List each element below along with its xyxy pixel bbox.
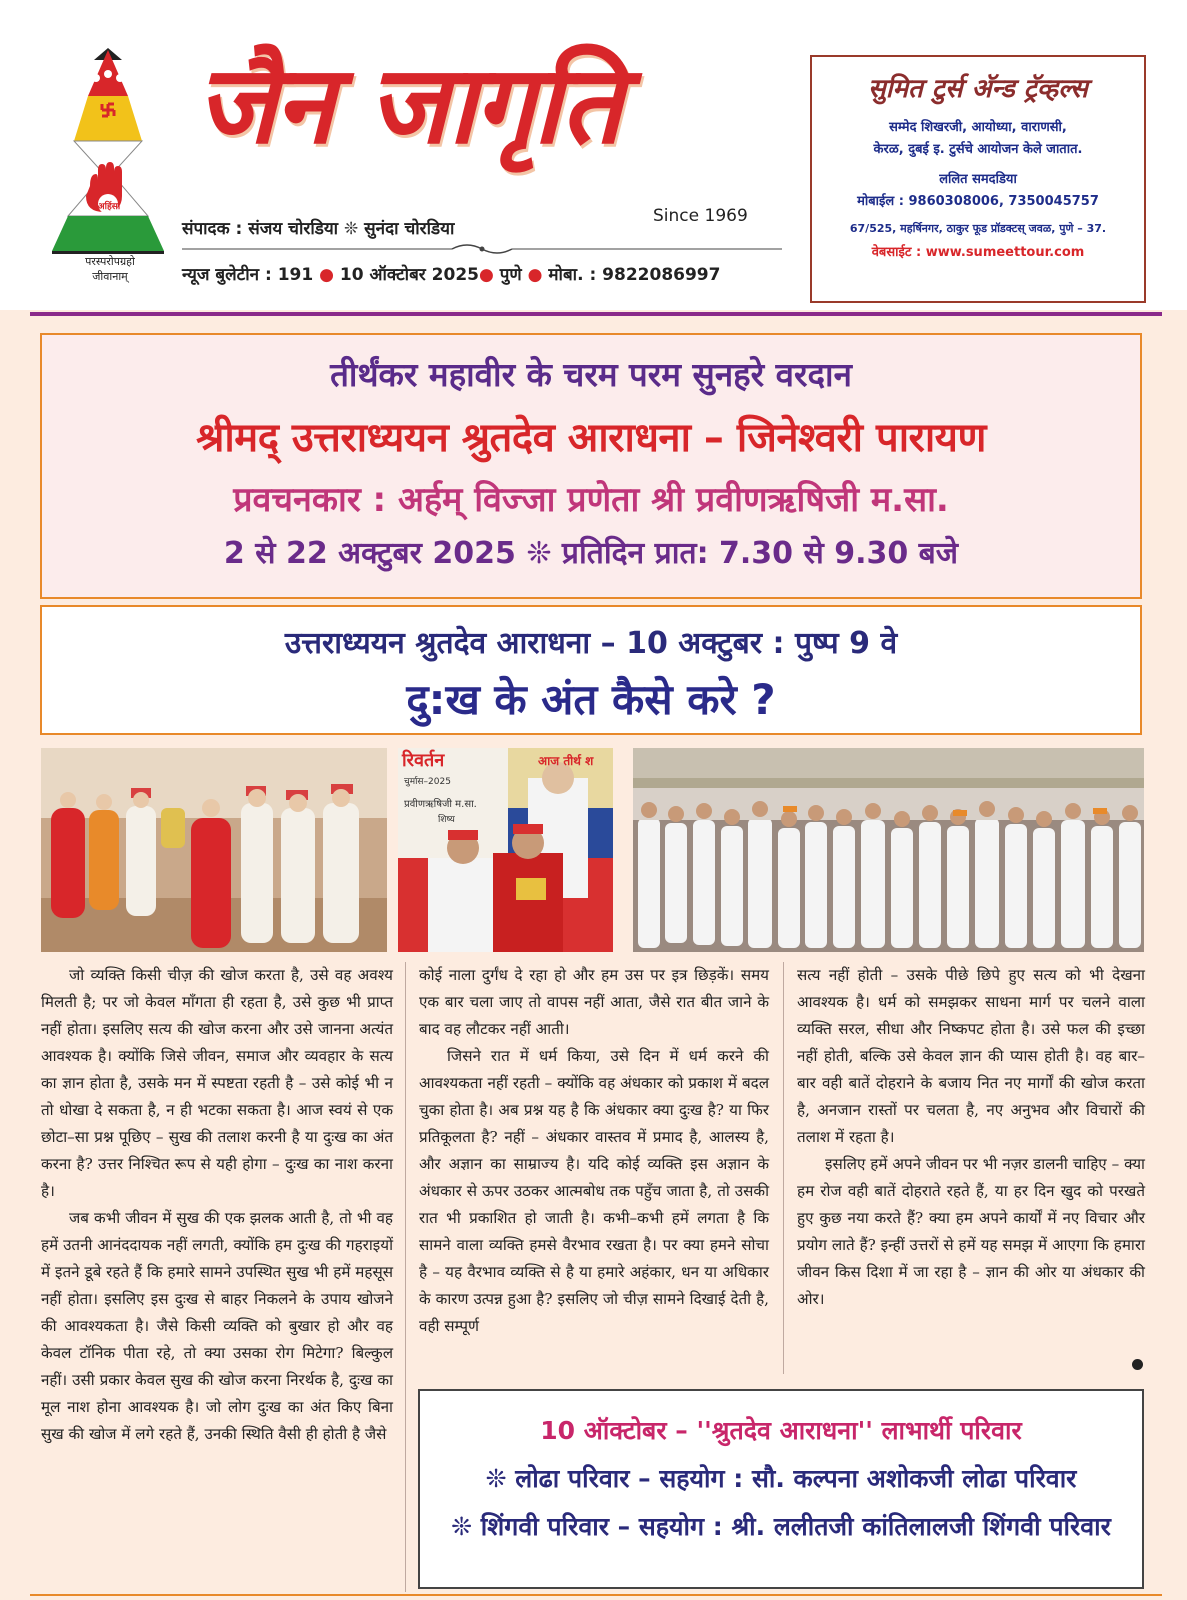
sponsor-line-2: ❊ शिंगवी परिवार – सहयोग : श्री. ललीतजी कांतिलालजी शिंगवी परिवार bbox=[451, 1512, 1111, 1541]
ad-contact-name: ललित समदडिया bbox=[939, 172, 1017, 187]
ad-website-label: वेबसाईट : bbox=[871, 245, 922, 260]
headline-box bbox=[40, 605, 1142, 735]
sponsor-box bbox=[418, 1389, 1144, 1589]
sponsor-title: 10 ऑक्टोबर – ''श्रुतदेव आराधना'' लाभार्थी परिवार bbox=[540, 1416, 1022, 1445]
article-column-1 bbox=[41, 962, 393, 1448]
bulletin-label: न्यूज बुलेटीन : bbox=[182, 265, 272, 285]
article-paragraph: जिसने रात में धर्म किया, उसे दिन में धर्म करने की आवश्यकता नहीं रहती – क्योंकि वह अंधकार को प्रकाश में बदल चुका होता है। अब प्रश्न यह है कि अंधकार क्या दुःख है? या फिर प्रतिकूलता है? नहीं – अंधकार वास्तव में प्रमाद है, आलस्य है, और अज्ञान का साम्राज्य है। यदि कोई व्यक्ति इस अज्ञान के अंधकार से ऊपर उठकर आत्मबोध तक पहुँच जाता है, तो उसकी रात भी प्रकाशित हो जाती है। कभी–कभी हमें लगता है कि सामने वाला व्यक्ति हमसे वैरभाव रखता है। पर क्या हमने सोचा है – यह वैरभाव व्यक्ति से है या हमारे अहंकार, धन या अधिकार के कारण उत्पन्न हुआ है? इसलिए जो चीज़ सामने दिखाई देती है, वही सम्पूर्ण bbox=[419, 1047, 769, 1335]
editors-line bbox=[182, 216, 454, 239]
ad-address: 67/525, महर्षिनगर, ठाकुर फूड प्रॉडक्टस् जवळ, पुणे – 37. bbox=[849, 222, 1107, 235]
ad-website-link[interactable]: www.sumeettour.com bbox=[925, 245, 1085, 260]
event-title: श्रीमद् उत्तराध्ययन श्रुतदेव आराधना – जिनेश्वरी पारायण bbox=[196, 415, 986, 461]
bullet-dot-icon: ● bbox=[478, 265, 494, 285]
logo-caption-line2: जीवानाम् bbox=[92, 270, 128, 283]
editor-name-2: सुनंदा चोरडिया bbox=[364, 219, 455, 239]
banner-name: प्रवीणऋषिजी म.सा. bbox=[404, 799, 477, 810]
bulletin-number: 191 bbox=[277, 265, 314, 285]
headline-subtitle: उत्तराध्ययन श्रुतदेव आराधना – 10 अक्टुबर : पुष्प 9 वे bbox=[284, 626, 898, 661]
article-end-mark bbox=[1132, 1359, 1143, 1370]
photo-procession bbox=[41, 748, 387, 952]
travel-advertisement bbox=[810, 55, 1146, 303]
ad-website-line bbox=[812, 242, 1144, 260]
separator-star: ❊ bbox=[344, 219, 359, 239]
article-column-3 bbox=[797, 962, 1145, 1313]
decorative-flourish bbox=[182, 242, 782, 256]
article-paragraph: कोई नाला दुर्गंध दे रहा हो और हम उस पर इत्र छिड़कें। समय एक बार चला जाए तो वापस नहीं आता, जैसे रात बीत जाने के बाद वह लौटकर नहीं आती। bbox=[419, 966, 769, 1038]
event-schedule: 2 से 22 अक्टुबर 2025 ❊ प्रतिदिन प्रात: 7.30 से 9.30 बजे bbox=[223, 536, 959, 571]
bottom-divider bbox=[30, 1594, 1162, 1596]
photo-felicitation bbox=[398, 748, 613, 952]
editor-name-1: संजय चोरडिया bbox=[248, 219, 339, 239]
bulletin-city: पुणे bbox=[499, 265, 522, 285]
article-column-2 bbox=[419, 962, 769, 1340]
bulletin-line bbox=[182, 262, 720, 285]
banner-text: रिवर्तन bbox=[402, 750, 445, 771]
ad-mobile-numbers: 9860308006, 7350045757 bbox=[908, 194, 1099, 209]
editors-label: संपादक : bbox=[182, 219, 243, 239]
newspaper-title: जैन जागृति bbox=[196, 42, 621, 168]
mobile-label: मोबा. : bbox=[548, 265, 597, 285]
since-year: Since 1969 bbox=[653, 206, 748, 226]
mobile-number: 9822086997 bbox=[602, 265, 721, 285]
sponsor-line-1: ❊ लोढा परिवार – सहयोग : सौ. कल्पना अशोकजी लोढा परिवार bbox=[485, 1464, 1077, 1493]
headline-title: दु:ख के अंत कैसे करे ? bbox=[406, 675, 776, 724]
ad-destinations-2: केरळ, दुबई इ. टुर्सचे आयोजन केले जातात. bbox=[873, 142, 1083, 157]
event-tagline: तीर्थंकर महावीर के चरम परम सुनहरे वरदान bbox=[330, 355, 852, 394]
logo-caption bbox=[60, 254, 160, 284]
ad-mobile-line bbox=[812, 191, 1144, 213]
banner-right: आज तीर्थ श bbox=[538, 754, 594, 768]
bulletin-date: 10 ऑक्टोबर 2025 bbox=[339, 265, 479, 285]
event-speaker: प्रवचनकार : अर्हम् विज्जा प्रणेता श्री प्रवीणऋषिजी म.सा. bbox=[233, 480, 949, 520]
ad-title: सुमित टुर्स अ‍ॅन्ड ट्रॅव्हल्स bbox=[868, 74, 1088, 104]
article-paragraph: जो व्यक्ति किसी चीज़ की खोज करता है, उसे वह अवश्य मिलती है; पर जो केवल माँगता ही रहता है, उसे कुछ भी प्राप्त नहीं होता। इसलिए सत्य की खोज करना और उसे जानना अत्यंत आवश्यक है। क्योंकि जिसे जीवन, समाज और व्यवहार के सत्य का ज्ञान होता है, उसके मन में स्पष्टता रहती है – उसे कोई भी न तो धोखा दे सकता है, न ही भटका सकता है। आज स्वयं से एक छोटा–सा प्रश्न पूछिए – सुख की तलाश करनी है या दुःख का अंत करना है? उत्तर निश्चित रूप से यही होगा – दुःख का नाश करना है। bbox=[41, 966, 393, 1200]
column-divider bbox=[405, 962, 406, 1592]
masthead-divider bbox=[30, 312, 1162, 316]
bullet-dot-icon: ● bbox=[319, 265, 334, 285]
ad-destinations-1: सम्मेद शिखरजी, आयोध्या, वाराणसी, bbox=[889, 120, 1067, 135]
banner-sub: शिष्य bbox=[438, 815, 455, 825]
banner-year: चुर्मास–2025 bbox=[404, 777, 451, 787]
column-divider bbox=[783, 962, 784, 1374]
photo-congregation bbox=[633, 748, 1144, 952]
masthead bbox=[0, 0, 1187, 310]
ad-mobile-label: मोबाईल : bbox=[857, 194, 904, 209]
article-paragraph: सत्य नहीं होती – उसके पीछे छिपे हुए सत्य को भी देखना आवश्यक है। धर्म को समझकर साधना मार्ग पर चलने वाला व्यक्ति सरल, सीधा और निष्कपट होता है। उसे फल की इच्छा नहीं होती, बल्कि उसे केवल ज्ञान की प्यास होती है। वह बार–बार वही बातें दोहराने के बजाय नित नए मार्गों की खोज करता है, अनजान रास्तों पर चलता है, नए अनुभव और विचारों की तलाश में रहता है। bbox=[797, 966, 1145, 1146]
article-paragraph: जब कभी जीवन में सुख की एक झलक आती है, तो भी वह हमें उतनी आनंददायक नहीं लगती, क्योंकि हम दुःख की गहराइयों में इतने डूबे रहते हैं कि हमारे सामने उपस्थित सुख भी हमें महसूस नहीं होता। इसलिए इस दुःख से बाहर निकलने के उपाय खोजने की आवश्यकता है। जैसे किसी व्यक्ति को बुखार हो और वह केवल टॉनिक पीता रहे, तो क्या उसका रोग मिटेगा? बिल्कुल नहीं। उसी प्रकार केवल सुख की खोज करना निरर्थक है, दुःख का मूल नाश होना आवश्यक है। जो लोग दुःख का अंत किए बिना सुख की खोज में लगे रहते हैं, उनकी स्थिति वैसी ही होती है जैसे bbox=[41, 1209, 393, 1443]
article-paragraph: इसलिए हमें अपने जीवन पर भी नज़र डालनी चाहिए – क्या हम रोज वही बातें दोहराते रहते हैं, या हर दिन खुद को परखते हुए कुछ नया करते हैं? क्या हम अपने कार्यों में नए विचार और प्रयोग लाते हैं? इन्हीं उत्तरों से हमें यह समझ में आएगा कि हमारा जीवन किस दिशा में जा रहा है – ज्ञान की ओर या अंधकार की ओर। bbox=[797, 1155, 1145, 1308]
bullet-dot-icon: ● bbox=[527, 265, 543, 285]
logo-ahimsa-word: अहिंसा bbox=[97, 202, 121, 212]
event-announcement-box bbox=[40, 333, 1142, 599]
logo-caption-line1: परस्परोपग्रहो bbox=[85, 255, 135, 268]
